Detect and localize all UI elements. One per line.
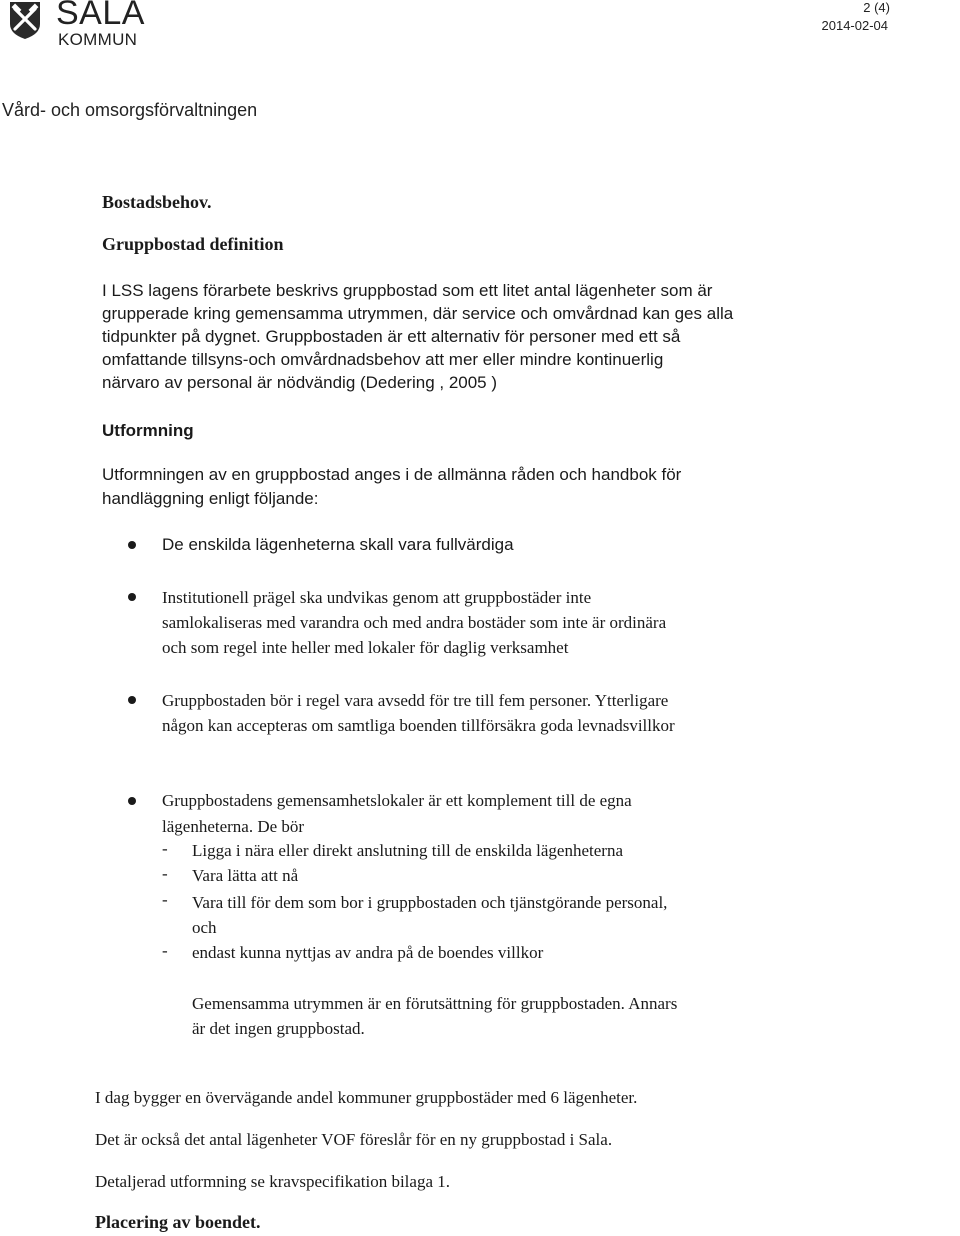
definition-line: tidpunkter på dygnet. Gruppbostaden är ett alternativ för personer med ett så bbox=[102, 327, 681, 346]
brand-subtitle: KOMMUN bbox=[58, 30, 138, 49]
closing-paragraph: Det är också det antal lägenheter VOF föreslår för en ny gruppbostad i Sala. bbox=[95, 1130, 613, 1149]
intro-line: Utformningen av en gruppbostad anges i de allmänna råden och handbok för bbox=[102, 465, 682, 484]
placering-heading: Placering av boendet. bbox=[95, 1212, 261, 1232]
dash-marker: - bbox=[162, 864, 168, 883]
department-name: Vård- och omsorgsförvaltningen bbox=[2, 100, 258, 120]
dash-item bbox=[192, 864, 298, 888]
dash-item bbox=[192, 941, 543, 965]
bullet-line: någon kan accepteras om samtliga boenden tillförsäkra goda levnadsvillkor bbox=[162, 716, 675, 735]
document-date: 2014-02-04 bbox=[821, 18, 888, 33]
bullet-marker bbox=[128, 696, 136, 704]
bullet-marker bbox=[128, 593, 136, 601]
closing-paragraph: I dag bygger en övervägande andel kommuner gruppbostäder med 6 lägenheter. bbox=[95, 1088, 638, 1107]
dash-marker: - bbox=[162, 941, 168, 960]
dash-marker: - bbox=[162, 890, 168, 909]
bullet-line: De enskilda lägenheterna skall vara fullvärdiga bbox=[162, 535, 514, 554]
requirement-note bbox=[192, 991, 677, 1041]
bullet-line: samlokaliseras med varandra och med andra bostäder som inte är ordinära bbox=[162, 613, 667, 632]
note-line: Gemensamma utrymmen är en förutsättning för gruppbostaden. Annars bbox=[192, 994, 678, 1013]
dash-line: endast kunna nyttjas av andra på de boendes villkor bbox=[192, 943, 544, 962]
definition-line: grupperade kring gemensamma utrymmen, där service och omvårdnad kan ges alla bbox=[102, 304, 734, 323]
bullet-item bbox=[162, 688, 675, 738]
bullet-line: Gruppbostaden bör i regel vara avsedd för tre till fem personer. Ytterligare bbox=[162, 691, 669, 710]
bullet-line: Institutionell prägel ska undvikas genom att gruppbostäder inte bbox=[162, 588, 592, 607]
section-title: Bostadsbehov. bbox=[102, 192, 212, 212]
bullet-line: Gruppbostadens gemensamhetslokaler är ett komplement till de egna bbox=[162, 791, 632, 810]
dash-line: Vara till för dem som bor i gruppbostaden och tjänstgörande personal, bbox=[192, 893, 668, 912]
definition-line: I LSS lagens förarbete beskrivs gruppbostad som ett litet antal lägenheter som är bbox=[102, 281, 713, 300]
bullet-marker bbox=[128, 797, 136, 805]
definition-paragraph bbox=[102, 279, 733, 394]
brand-name: SALA bbox=[56, 0, 145, 32]
sala-kommun-crest-icon bbox=[8, 0, 42, 40]
dash-marker: - bbox=[162, 839, 168, 858]
utformning-intro bbox=[102, 463, 681, 511]
bullet-line: lägenheterna. De bör bbox=[162, 817, 305, 836]
closing-paragraph: Detaljerad utformning se kravspecifikation bilaga 1. bbox=[95, 1172, 450, 1191]
intro-line: handläggning enligt följande: bbox=[102, 489, 319, 508]
definition-line: omfattande tillsyns-och omvårdnadsbehov att mer eller mindre kontinuerlig bbox=[102, 350, 664, 369]
bullet-item bbox=[162, 585, 666, 660]
dash-line: Vara lätta att nå bbox=[192, 866, 299, 885]
definition-line: närvaro av personal är nödvändig (Dedering , 2005 ) bbox=[102, 373, 498, 392]
dash-item bbox=[192, 890, 667, 940]
bullet-item bbox=[162, 533, 514, 557]
dash-line: Ligga i nära eller direkt anslutning till de enskilda lägenheterna bbox=[192, 841, 623, 860]
bullet-item bbox=[162, 788, 632, 840]
page-number: 2 (4) bbox=[863, 0, 890, 15]
utformning-heading: Utformning bbox=[102, 421, 194, 440]
dash-line: och bbox=[192, 918, 217, 937]
dash-item bbox=[192, 839, 623, 863]
definition-heading: Gruppbostad definition bbox=[102, 234, 284, 254]
bullet-marker bbox=[128, 541, 136, 549]
note-line: är det ingen gruppbostad. bbox=[192, 1019, 365, 1038]
bullet-line: och som regel inte heller med lokaler för daglig verksamhet bbox=[162, 638, 569, 657]
